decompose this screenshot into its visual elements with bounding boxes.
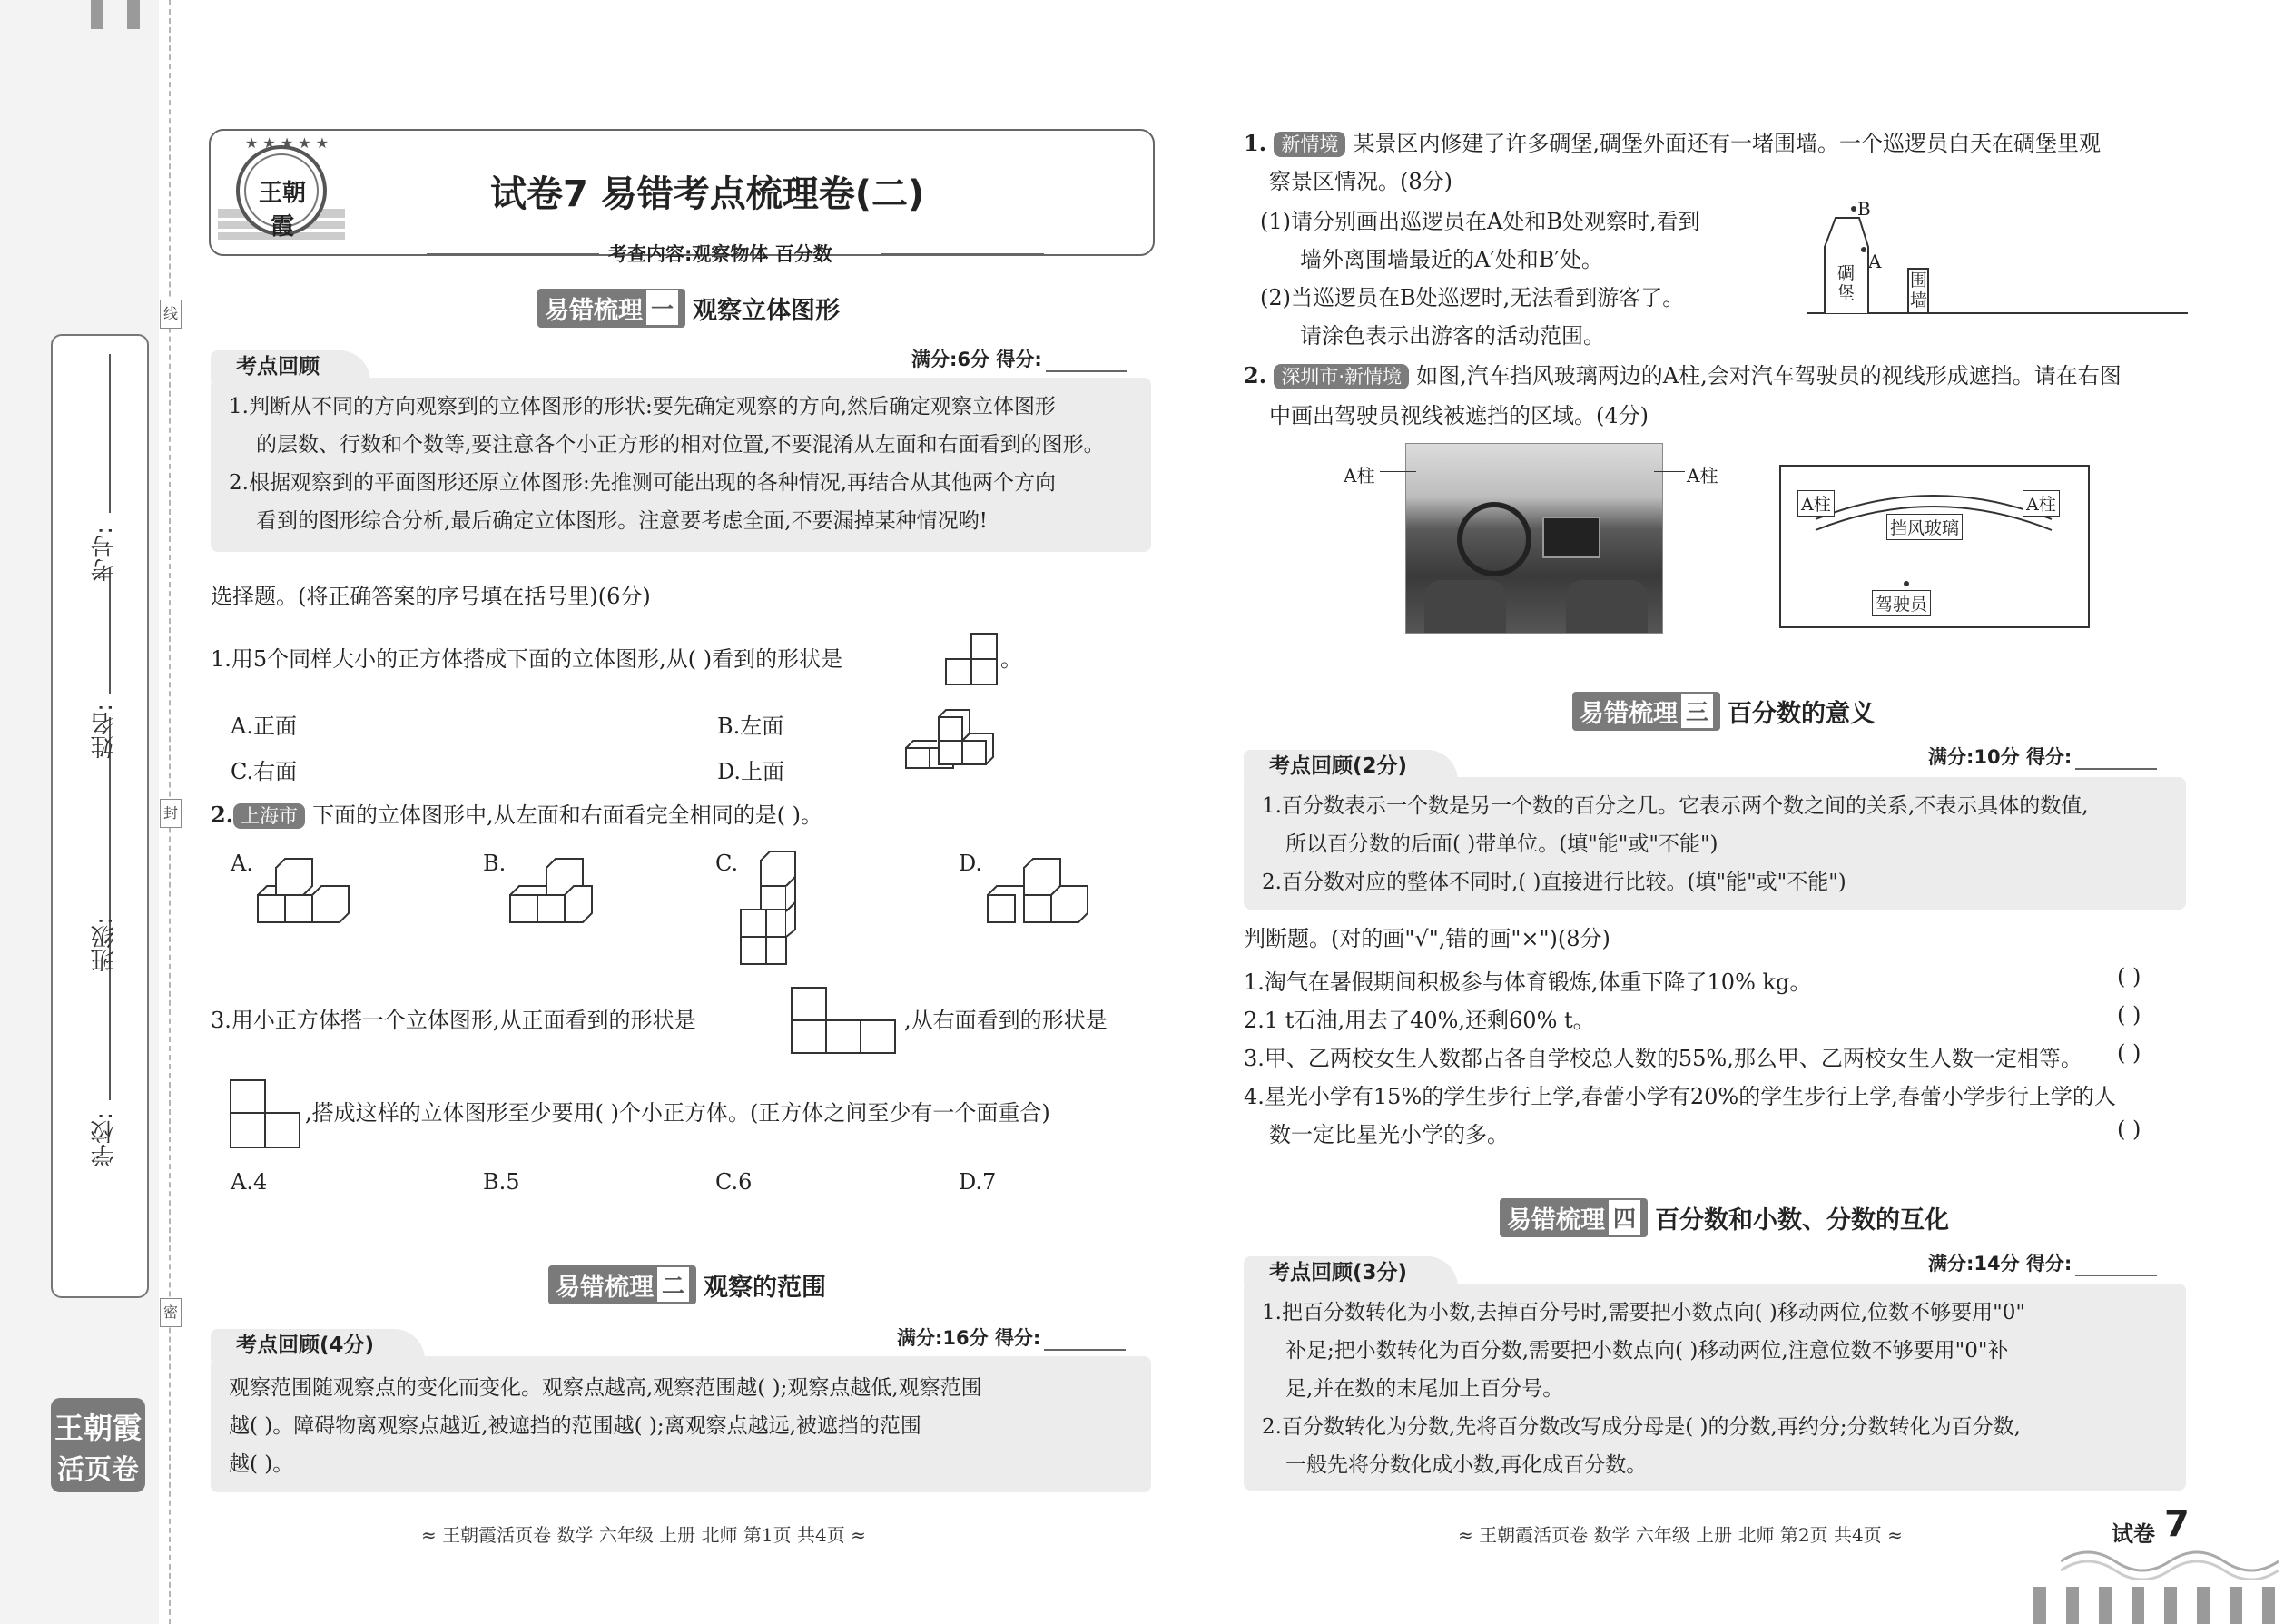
q1-option-b[interactable]: B.左面 bbox=[717, 714, 784, 739]
tf-intro: 判断题。(对的画"√",错的画"×")(8分) bbox=[1244, 926, 1610, 951]
section-2-num: 二 bbox=[657, 1267, 689, 1302]
section-1-heading bbox=[537, 292, 840, 323]
seat-icon bbox=[1424, 580, 1506, 633]
q2-figure-a bbox=[254, 844, 372, 935]
review-1-line-2: 的层数、行数和个数等,要注意各个小正方形的相对位置,不要混淆从左面和右面看到的图形。 bbox=[256, 433, 1105, 457]
field-id-line[interactable] bbox=[109, 354, 111, 513]
diagram-label-left-pillar: A柱 bbox=[1797, 490, 1835, 517]
q2-option-c[interactable]: C. bbox=[715, 851, 739, 876]
label-b: B bbox=[1857, 198, 1871, 220]
review-3-line-1: 1.百分数表示一个数是另一个数的百分之几。它表示两个数之间的关系,不表示具体的数值, bbox=[1262, 794, 2089, 818]
q1-text: 1.用5个同样大小的正方体搭成下面的立体图形,从( )看到的形状是 bbox=[211, 646, 843, 672]
car-label-left: A柱 bbox=[1344, 465, 1375, 487]
review-3-tab: 考点回顾(2分) bbox=[1244, 750, 1458, 781]
review-2-score: 满分:16分 得分: bbox=[897, 1324, 1126, 1351]
tf-item-1: 1.淘气在暑假期间积极参与体育锻炼,体重下降了10% kg。 bbox=[1244, 969, 1812, 995]
p1-text-1: 某景区内修建了许多碉堡,碉堡外面还有一堵围墙。一个巡逻员白天在碉堡里观 bbox=[1353, 131, 2102, 156]
field-class-label: 班级: bbox=[91, 917, 118, 972]
q3-front-view bbox=[790, 986, 897, 1058]
car-pointer-left bbox=[1380, 471, 1416, 472]
q2-figure-b bbox=[505, 844, 623, 935]
review-4-score: 满分:14分 得分: bbox=[1928, 1249, 2157, 1276]
section-1-title: 观察立体图形 bbox=[693, 296, 841, 325]
section-3-tag: 易错梳理 bbox=[1580, 699, 1678, 728]
q3-text-b: ,从右面看到的形状是 bbox=[904, 1008, 1108, 1033]
tf-answer-3[interactable]: ( ) bbox=[2117, 1040, 2141, 1066]
brand-line1: 王朝霞 bbox=[54, 1411, 142, 1445]
section-2-title: 观察的范围 bbox=[704, 1273, 827, 1302]
paper-number: 7 bbox=[2164, 1503, 2190, 1545]
diagram-label-windshield: 挡风玻璃 bbox=[1886, 514, 1963, 540]
review-2-line-3: 越( )。 bbox=[229, 1452, 294, 1476]
subtitle-rule-right bbox=[881, 253, 1044, 255]
review-1-tab: 考点回顾 bbox=[211, 350, 370, 381]
review-1-line-4: 看到的图形综合分析,最后确定立体图形。注意要考虑全面,不要漏掉某种情况哟! bbox=[256, 509, 988, 533]
review-4-line-1: 1.把百分数转化为小数,去掉百分号时,需要把小数点向( )移动两位,位数不够要用"0" bbox=[1262, 1301, 2025, 1324]
section-2-heading bbox=[548, 1269, 826, 1300]
q3-option-c[interactable]: C.6 bbox=[715, 1169, 753, 1195]
field-name-label: 姓名: bbox=[91, 704, 118, 759]
diagram-label-driver: 驾驶员 bbox=[1872, 590, 1931, 616]
review-4-tab: 考点回顾(3分) bbox=[1244, 1256, 1458, 1287]
tf-answer-2[interactable]: ( ) bbox=[2117, 1002, 2141, 1028]
bottom-ticks bbox=[2033, 1587, 2294, 1624]
p2-text-1: 如图,汽车挡风玻璃两边的A柱,会对汽车驾驶员的视线形成遮挡。请在右图 bbox=[1416, 363, 2122, 389]
review-3-line-3: 2.百分数对应的整体不同时,( )直接进行比较。(填"能"或"不能") bbox=[1262, 871, 1846, 894]
q1-option-a[interactable]: A.正面 bbox=[231, 714, 297, 739]
review-3-score: 满分:10分 得分: bbox=[1928, 743, 2157, 770]
car-interior-photo bbox=[1405, 443, 1663, 634]
p1-tag: 新情境 bbox=[1274, 132, 1345, 157]
p1-line-1: 1. 新情境 某景区内修建了许多碉堡,碉堡外面还有一堵围墙。一个巡逻员白天在碉堡里观 bbox=[1244, 130, 2102, 156]
tf-answer-4[interactable]: ( ) bbox=[2117, 1117, 2141, 1142]
field-name-line[interactable] bbox=[109, 567, 111, 694]
tf-item-2: 2.1 t石油,用去了40%,还剩60% t。 bbox=[1244, 1008, 1595, 1033]
review-4-line-2: 补足;把小数转化为百分数,需要把小数点向( )移动两位,注意位数不够要用"0"补 bbox=[1285, 1339, 2009, 1363]
q2-line bbox=[211, 802, 822, 829]
section-3-title: 百分数的意义 bbox=[1728, 699, 1876, 728]
review-1-line-1: 1.判断从不同的方向观察到的立体图形的形状:要先确定观察的方向,然后确定观察立体图形 bbox=[229, 395, 1057, 418]
p1-sub1-b: 墙外离围墙最近的A′处和B′处。 bbox=[1300, 247, 1603, 272]
brand-badge bbox=[51, 1398, 145, 1492]
tf-item-3: 3.甲、乙两校女生人数都占各自学校总人数的55%,那么甲、乙两校女生人数一定相等。 bbox=[1244, 1046, 2082, 1071]
q2-option-d[interactable]: D. bbox=[959, 851, 983, 876]
svg-text:★ ★ ★ ★ ★: ★ ★ ★ ★ ★ bbox=[245, 134, 330, 152]
q2-figure-d bbox=[984, 844, 1102, 935]
q3-text-a: 3.用小正方体搭一个立体图形,从正面看到的形状是 bbox=[211, 1008, 696, 1033]
q1-option-d[interactable]: D.上面 bbox=[717, 759, 785, 784]
q3-option-d[interactable]: D.7 bbox=[959, 1169, 997, 1195]
q3-option-a[interactable]: A.4 bbox=[231, 1169, 268, 1195]
review-4-line-3: 足,并在数的末尾加上百分号。 bbox=[1285, 1377, 1564, 1401]
page-title: 试卷7 易错考点梳理卷(二) bbox=[490, 173, 925, 215]
footer-right: ≈ 王朝霞活页卷 数学 六年级 上册 北师 第2页 共4页 ≈ bbox=[1458, 1524, 1903, 1546]
review-2-line-1: 观察范围随观察点的变化而变化。观察点越高,观察范围越( );观察点越低,观察范围 bbox=[229, 1376, 982, 1400]
p1-line-2: 察景区情况。(8分) bbox=[1269, 169, 1452, 194]
brand-line2: 活页卷 bbox=[57, 1454, 139, 1486]
strip-tick bbox=[91, 0, 103, 29]
q2-figure-c bbox=[735, 844, 817, 967]
review-1-line-3: 2.根据观察到的平面图形还原立体图形:先推测可能出现的各种情况,再结合从其他两个方向 bbox=[229, 471, 1057, 495]
seal-char-line: 线 bbox=[160, 300, 182, 329]
label-a: A bbox=[1868, 251, 1882, 272]
paper-label: 试卷 bbox=[2112, 1521, 2155, 1547]
q2-option-a[interactable]: A. bbox=[231, 851, 253, 876]
dashboard-screen-icon bbox=[1542, 517, 1600, 558]
p1-sub1-a: (1)请分别画出巡逻员在A处和B处观察时,看到 bbox=[1260, 209, 1700, 234]
q3-right-view bbox=[229, 1078, 303, 1151]
label-bunker: 碉堡 bbox=[1837, 263, 1856, 303]
section-3-num: 三 bbox=[1681, 694, 1713, 728]
page-subtitle: 考查内容:观察物体 百分数 bbox=[608, 243, 832, 265]
diagram-label-right-pillar: A柱 bbox=[2023, 490, 2060, 517]
field-id-label: 考号: bbox=[91, 527, 118, 582]
section-1-tag: 易错梳理 bbox=[545, 296, 643, 325]
p2-line-2: 中画出驾驶员视线被遮挡的区域。(4分) bbox=[1269, 403, 1649, 428]
review-1-score: 满分:6分 得分: bbox=[911, 345, 1127, 372]
windshield-curve bbox=[1779, 465, 2088, 626]
label-wall: 围墙 bbox=[1910, 271, 1928, 310]
review-4-line-5: 一般先将分数化成小数,再化成百分数。 bbox=[1285, 1453, 1648, 1477]
seat-icon bbox=[1566, 580, 1648, 633]
section-2-tag: 易错梳理 bbox=[556, 1273, 654, 1302]
score-blank[interactable] bbox=[2075, 1256, 2157, 1276]
section-4-tag: 易错梳理 bbox=[1507, 1206, 1605, 1235]
footer-left: ≈ 王朝霞活页卷 数学 六年级 上册 北师 第1页 共4页 ≈ bbox=[421, 1524, 866, 1546]
q1-option-c[interactable]: C.右面 bbox=[231, 759, 298, 784]
car-pointer-right bbox=[1654, 471, 1685, 472]
review-2-tab: 考点回顾(4分) bbox=[211, 1329, 425, 1360]
review-2-line-2: 越( )。障碍物离观察点越近,被遮挡的范围越( );离观察点越远,被遮挡的范围 bbox=[229, 1414, 921, 1438]
student-info-box bbox=[51, 334, 149, 1298]
q1-shape-figure bbox=[944, 632, 999, 686]
tf-item-4b: 数一定比星光小学的多。 bbox=[1269, 1122, 1509, 1147]
section-4-heading bbox=[1500, 1202, 1949, 1233]
score-blank[interactable] bbox=[1044, 1331, 1126, 1351]
tf-item-4: 4.星光小学有15%的学生步行上学,春蕾小学有20%的学生步行上学,春蕾小学步行上学的人 bbox=[1244, 1084, 2116, 1109]
logo-text: 王朝霞 bbox=[258, 180, 306, 241]
logo bbox=[218, 134, 345, 252]
q2-option-b[interactable]: B. bbox=[483, 851, 507, 876]
section-4-title: 百分数和小数、分数的互化 bbox=[1655, 1206, 1950, 1235]
choice-intro: 选择题。(将正确答案的序号填在括号里)(6分) bbox=[211, 584, 651, 609]
p1-sub2-a: (2)当巡逻员在B处巡逻时,无法看到游客了。 bbox=[1260, 285, 1685, 310]
review-4-line-4: 2.百分数转化为分数,先将百分数改写成分母是( )的分数,再约分;分数转化为百分数, bbox=[1262, 1415, 2021, 1439]
q2-num: 2. bbox=[211, 802, 234, 828]
review-3-line-2: 所以百分数的后面( )带单位。(填"能"或"不能") bbox=[1285, 832, 1718, 856]
score-blank[interactable] bbox=[2075, 750, 2157, 770]
tf-answer-1[interactable]: ( ) bbox=[2117, 964, 2141, 989]
p2-line-1: 2. 深圳市·新情境 如图,汽车挡风玻璃两边的A柱,会对汽车驾驶员的视线形成遮挡。请在右图 bbox=[1244, 362, 2122, 389]
p2-tag: 深圳市·新情境 bbox=[1274, 364, 1409, 389]
score-blank[interactable] bbox=[1046, 352, 1127, 372]
q3-text-c: ,搭成这样的立体图形至少要用( )个小正方体。(正方体之间至少有一个面重合) bbox=[305, 1100, 1050, 1126]
section-4-num: 四 bbox=[1609, 1200, 1640, 1235]
steering-wheel-icon bbox=[1457, 502, 1531, 576]
car-label-right: A柱 bbox=[1687, 465, 1718, 487]
seal-char-seal: 封 bbox=[160, 799, 182, 828]
q3-option-b[interactable]: B.5 bbox=[483, 1169, 520, 1195]
q1-end: 。 bbox=[1000, 646, 1022, 672]
subtitle-rule-left bbox=[427, 253, 599, 255]
strip-tick bbox=[127, 0, 140, 29]
q2-text: 下面的立体图形中,从左面和右面看完全相同的是( )。 bbox=[312, 802, 823, 828]
seal-char-secret: 密 bbox=[160, 1298, 182, 1327]
section-1-num: 一 bbox=[646, 290, 678, 325]
field-school-label: 学校: bbox=[91, 1112, 118, 1167]
p1-sub2-b: 请涂色表示出游客的活动范围。 bbox=[1300, 323, 1605, 349]
section-3-heading bbox=[1572, 695, 1875, 726]
q1-solid-figure bbox=[904, 706, 1004, 770]
q2-region-tag: 上海市 bbox=[233, 803, 305, 829]
